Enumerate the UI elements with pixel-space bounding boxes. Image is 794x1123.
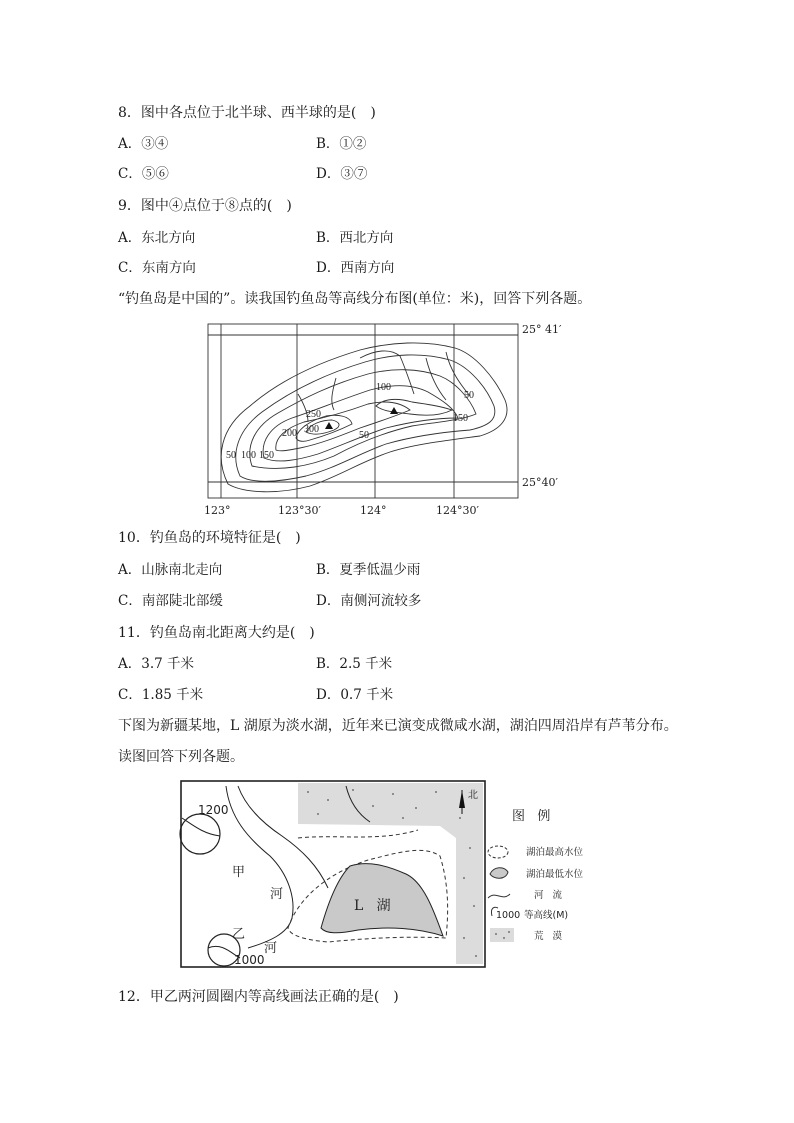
intro-xinjiang-2: 读图回答下列各题。: [118, 749, 244, 765]
contour-label: 50: [226, 450, 236, 461]
legend-max-level: 湖泊最高水位: [526, 847, 584, 858]
legend-river-icon: [488, 894, 510, 898]
xinjiang-lake-map: [178, 778, 598, 974]
contour-label: 150: [259, 450, 274, 461]
intro-xinjiang-1: 下图为新疆某地，L 湖原为淡水湖，近年来已演变成微咸水湖，湖泊四周沿岸有芦苇分布。: [118, 718, 678, 734]
legend-contour: 等高线(M): [524, 910, 569, 921]
lon-label-124-30: 124°30′: [436, 504, 479, 517]
lat-bottom-label: 25°40′: [522, 476, 558, 489]
q8-option-d[interactable]: D．③⑦: [316, 166, 368, 182]
q10-option-a[interactable]: A．山脉南北走向: [118, 562, 223, 578]
contour-1200-label: 1200: [198, 803, 229, 817]
q11-option-a[interactable]: A．3.7 千米: [118, 656, 195, 672]
q9-option-a[interactable]: A．东北方向: [118, 230, 196, 246]
legend-contour-sample: 1000: [496, 910, 521, 921]
legend-max-level-icon: [488, 846, 508, 858]
river-yi-label: 乙: [232, 927, 246, 942]
q12-stem: 12．甲乙两河圆圈内等高线画法正确的是( ): [118, 989, 399, 1005]
lake-l-label: L 湖: [354, 898, 391, 914]
q11-stem: 11．钓鱼岛南北距离大约是( ): [118, 625, 315, 641]
lon-label-123: 123°: [204, 504, 231, 517]
contour-label: 50: [464, 390, 474, 401]
contour-label: 200: [282, 428, 297, 439]
legend-desert-icon: [490, 928, 514, 942]
q8-option-a[interactable]: A．③④: [118, 136, 169, 152]
diaoyu-contour-map: [200, 318, 600, 518]
lat-top-label: 25° 41′: [522, 323, 562, 336]
north-label: 北: [468, 790, 478, 801]
q9-option-c[interactable]: C．东南方向: [118, 260, 196, 276]
legend-min-level-icon: [490, 868, 508, 879]
contour-label: 150: [453, 413, 468, 424]
q10-option-c[interactable]: C．南部陡北部缓: [118, 593, 223, 609]
q10-stem: 10．钓鱼岛的环境特征是( ): [118, 530, 301, 546]
river-label-1: 河: [270, 887, 284, 902]
legend-min-level: 湖泊最低水位: [526, 869, 584, 880]
contour-label: 100: [241, 450, 256, 461]
legend-desert: 荒 漠: [534, 931, 563, 942]
q11-option-b[interactable]: B．2.5 千米: [316, 656, 393, 672]
legend-title: 图 例: [512, 809, 551, 824]
q11-option-d[interactable]: D．0.7 千米: [316, 687, 394, 703]
intro-diaoyu: “钓鱼岛是中国的”。读我国钓鱼岛等高线分布图(单位：米)，回答下列各题。: [118, 291, 592, 307]
lon-label-124: 124°: [360, 504, 387, 517]
river-jia-label: 甲: [232, 865, 246, 880]
q10-option-d[interactable]: D．南侧河流较多: [316, 593, 422, 609]
contour-1000-label: 1000: [234, 953, 265, 967]
q10-option-b[interactable]: B．夏季低温少雨: [316, 562, 421, 578]
q9-option-b[interactable]: B．西北方向: [316, 230, 394, 246]
river-label-2: 河: [264, 941, 278, 956]
q9-stem: 9．图中④点位于⑧点的( ): [118, 198, 292, 214]
q8-option-c[interactable]: C．⑤⑥: [118, 166, 169, 182]
contour-label: 50: [359, 430, 369, 441]
lon-label-123-30: 123°30′: [278, 504, 321, 517]
q8-option-b[interactable]: B．①②: [316, 136, 367, 152]
q9-option-d[interactable]: D．西南方向: [316, 260, 395, 276]
contour-label: 300: [304, 424, 319, 435]
q8-stem: 8．图中各点位于北半球、西半球的是( ): [118, 105, 376, 121]
q11-option-c[interactable]: C．1.85 千米: [118, 687, 204, 703]
contour-label: 250: [306, 409, 321, 420]
contour-label: 100: [376, 382, 391, 393]
legend-river: 河 流: [534, 890, 563, 901]
